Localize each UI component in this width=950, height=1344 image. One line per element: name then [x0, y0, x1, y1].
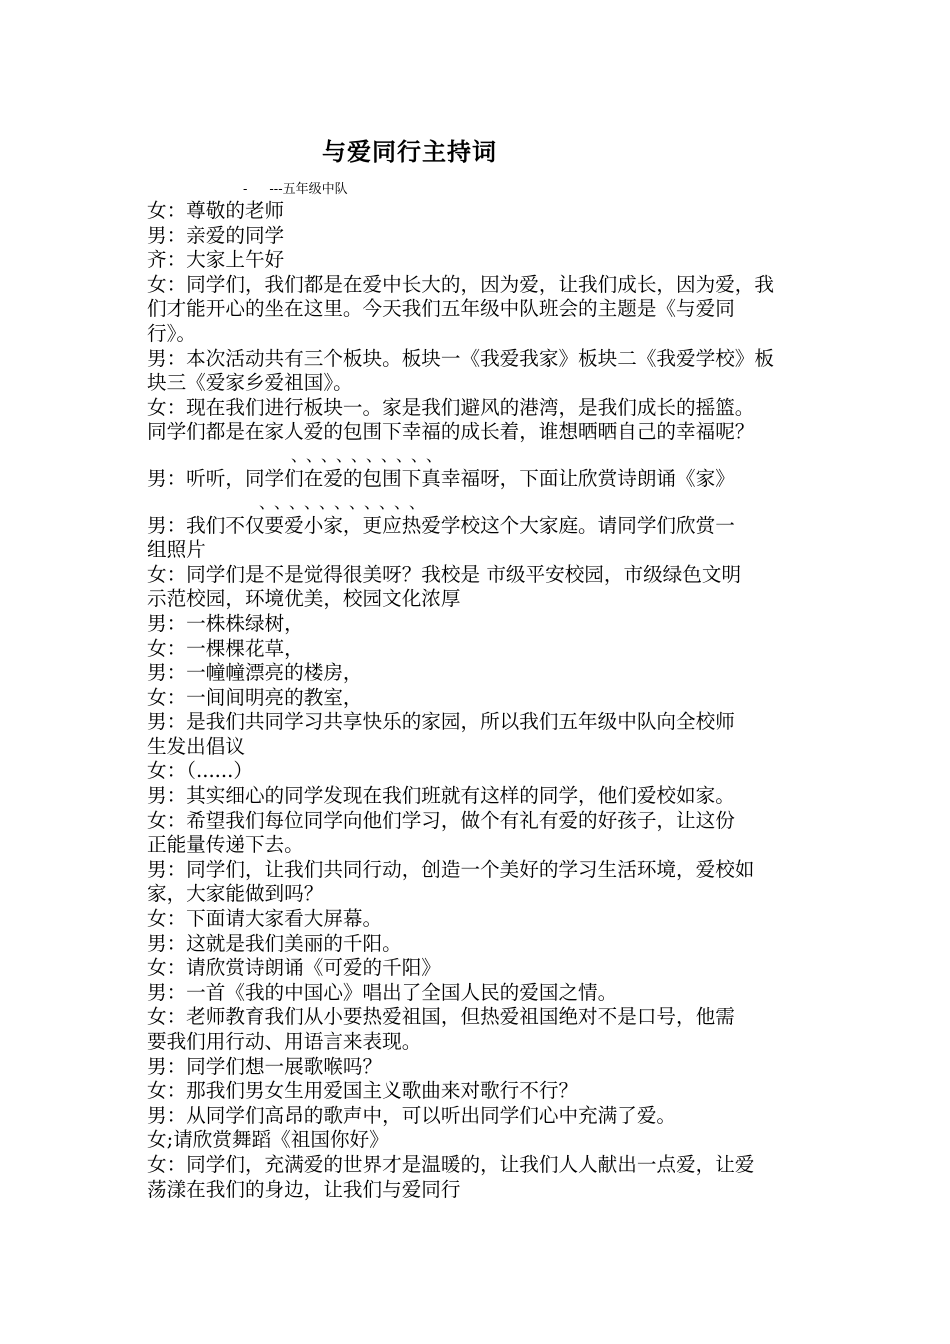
script-line: 女;请欣赏舞蹈《祖国你好》	[147, 1128, 389, 1152]
script-line: 男：同学们，让我们共同行动，创造一个美好的学习生活环境，爱校如	[147, 857, 755, 881]
document-title: 与爱同行主持词	[322, 137, 497, 166]
script-line: 女：下面请大家看大屏幕。	[147, 907, 383, 931]
script-line: 女：希望我们每位同学向他们学习，做个有礼有爱的好孩子，让这份	[147, 808, 735, 832]
script-line: 们才能开心的坐在这里。今天我们五年级中队班会的主题是《与爱同	[147, 297, 735, 321]
document-subtitle	[243, 178, 348, 197]
subtitle-dash: -	[243, 182, 248, 197]
script-line: 女：一棵棵花草，	[147, 636, 304, 660]
script-line: 男：本次活动共有三个板块。板块一《我爱我家》板块二《我爱学校》板	[147, 346, 774, 370]
script-line: 男：是我们共同学习共享快乐的家园，所以我们五年级中队向全校师	[147, 710, 735, 734]
emphasis-marks-row: 、、、、、、、、、、	[291, 445, 450, 465]
emphasis-marks-row: 、、、、、、、、、、、	[259, 492, 433, 512]
script-line: 男：一株株绿树，	[147, 611, 304, 635]
script-line: 女：老师教育我们从小要热爱祖国，但热爱祖国绝对不是口号，他需	[147, 1005, 735, 1029]
script-line: 行》。	[147, 321, 196, 345]
script-line: 女：现在我们进行板块一。家是我们避风的港湾，是我们成长的摇篮。	[147, 395, 755, 419]
script-line: 男：一首《我的中国心》唱出了全国人民的爱国之情。	[147, 980, 618, 1004]
script-line: 正能量传递下去。	[147, 833, 304, 857]
script-line: 荡漾在我们的身边，让我们与爱同行	[147, 1177, 461, 1201]
script-line: 女：尊敬的老师	[147, 199, 285, 222]
script-line: 女：一间间明亮的教室，	[147, 685, 363, 709]
script-line: 男：听听，同学们在爱的包围下真幸福呀，下面让欣赏诗朗诵《家》	[147, 466, 735, 490]
script-line: 要我们用行动、用语言来表现。	[147, 1030, 422, 1053]
script-line: 齐：大家上午好	[147, 248, 285, 272]
script-line: 男：我们不仅要爱小家，更应热爱学校这个大家庭。请同学们欣赏一	[147, 513, 735, 537]
script-line: 生发出倡议	[147, 734, 245, 758]
script-line: 家，大家能做到吗？	[147, 882, 324, 906]
script-line: 男：其实细心的同学发现在我们班就有这样的同学，他们爱校如家。	[147, 784, 735, 808]
script-line: 块三《爱家乡爱祖国》。	[147, 371, 353, 395]
script-line: 示范校园，环境优美，校园文化浓厚	[147, 587, 461, 611]
script-line: 男：一幢幢漂亮的楼房，	[147, 661, 363, 685]
script-body	[147, 199, 815, 1202]
script-line: 组照片	[147, 538, 206, 562]
script-line: 男：亲爱的同学	[147, 223, 285, 247]
subtitle-text: ---五年级中队	[269, 182, 348, 197]
script-line: 同学们都是在家人爱的包围下幸福的成长着，谁想晒晒自己的幸福呢？	[147, 420, 755, 444]
script-line: 男：这就是我们美丽的千阳。	[147, 931, 402, 955]
script-line: 男：同学们想一展歌喉吗？	[147, 1054, 383, 1078]
script-line: 女：同学们，充满爱的世界才是温暖的，让我们人人献出一点爱，让爱	[147, 1152, 755, 1176]
script-line: 女：同学们是不是觉得很美呀？我校是 市级平安校园，市级绿色文明	[147, 562, 742, 586]
script-line: 女：同学们，我们都是在爱中长大的，因为爱，让我们成长，因为爱，我	[147, 272, 774, 296]
script-line: 男：从同学们高昂的歌声中，可以听出同学们心中充满了爱。	[147, 1103, 677, 1127]
script-line: 女：（......）	[147, 759, 253, 783]
script-line: 女：请欣赏诗朗诵《可爱的千阳》	[147, 956, 441, 980]
script-line: 女：那我们男女生用爱国主义歌曲来对歌行不行？	[147, 1079, 579, 1103]
